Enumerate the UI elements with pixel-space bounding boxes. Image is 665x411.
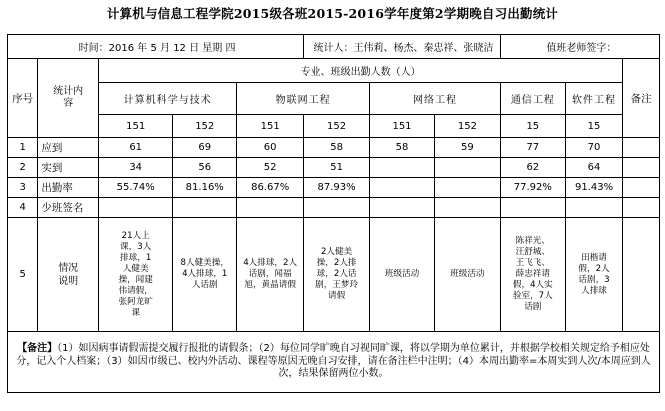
cell: 87.93% (304, 178, 370, 198)
stat-content-label: 统计内容 (53, 86, 84, 109)
cell: 77.92% (500, 178, 565, 198)
cell (304, 198, 370, 218)
row-expected (8, 138, 660, 158)
info-row (8, 35, 660, 59)
row-signature (8, 198, 660, 218)
major-network: 网络工程 (370, 83, 501, 115)
row-label (38, 218, 99, 332)
major-software: 软件工程 (565, 83, 623, 115)
situation-cell (99, 218, 173, 332)
cell: 70 (565, 138, 623, 158)
cell: 61 (99, 138, 173, 158)
major-comm: 通信工程 (500, 83, 565, 115)
cell (370, 178, 435, 198)
stat-person-cell: 统计人：王伟莉、杨杰、秦忠祥、张晓洁 (304, 35, 501, 59)
cell: 77 (500, 138, 565, 158)
notes-label: 【备注】 (17, 343, 58, 355)
row-label: 少班签名 (38, 198, 99, 218)
cell (565, 198, 623, 218)
cell (237, 198, 304, 218)
attendance-table (7, 34, 660, 393)
situation-cell (173, 218, 237, 332)
cell: 51 (304, 158, 370, 178)
situation-cell (237, 218, 304, 332)
situation-cell: 班级活动 (434, 218, 500, 332)
cell: 86.67% (237, 178, 304, 198)
note-cell (623, 138, 660, 158)
class-header: 152 (173, 115, 237, 138)
situation-text: 田楷请假，2人话剧，3人排球 (578, 252, 610, 296)
row-num: 3 (8, 178, 38, 198)
row-num: 5 (8, 218, 38, 332)
row-rate (8, 178, 660, 198)
cell: 62 (500, 158, 565, 178)
cell (434, 198, 500, 218)
row-label: 实到 (38, 158, 99, 178)
class-header: 151 (237, 115, 304, 138)
row-label: 应到 (38, 138, 99, 158)
cell (500, 198, 565, 218)
header-row-1 (8, 59, 660, 83)
page-title: 计算机与信息工程学院2015级各班2015-2016学年度第2学期晚自习出勤统计 (106, 6, 559, 21)
cell (370, 158, 435, 178)
cell (434, 158, 500, 178)
row-label: 出勤率 (38, 178, 99, 198)
situation-label: 情况说明 (58, 262, 79, 287)
notes-row (8, 332, 660, 393)
cell: 59 (434, 138, 500, 158)
cell: 91.43% (565, 178, 623, 198)
situation-text: 21人上课，3人排球，1人健美操，闻建伟请假，张阿龙旷课 (118, 230, 153, 318)
group-title: 专业、班级出勤人数（人） (99, 59, 623, 83)
cell (370, 198, 435, 218)
class-header: 152 (434, 115, 500, 138)
cell: 58 (304, 138, 370, 158)
situation-cell (500, 218, 565, 332)
situation-cell (304, 218, 370, 332)
cell: 52 (237, 158, 304, 178)
seq-header: 序号 (8, 59, 38, 138)
row-actual (8, 158, 660, 178)
situation-text: 4人排球，2人话剧，闻福旭，黄晶请假 (243, 258, 298, 290)
cell (434, 178, 500, 198)
cell: 60 (237, 138, 304, 158)
major-cs: 计算机科学与技术 (99, 83, 237, 115)
row-num: 4 (8, 198, 38, 218)
situation-text: 2人健美操，2人排球，2人话剧，王梦玲请假 (315, 247, 359, 301)
cell: 69 (173, 138, 237, 158)
cell: 64 (565, 158, 623, 178)
situation-cell: 班级活动 (370, 218, 435, 332)
cell: 81.16% (173, 178, 237, 198)
row-situation (8, 218, 660, 332)
class-header: 15 (565, 115, 623, 138)
note-cell (623, 178, 660, 198)
notes-text: （1）如因病事请假需提交履行报批的请假条；（2）每位同学旷晚自习视同旷课，将以学期为单位累计，并根据学校相关规定给予相应处分，记入个人档案；（3）如因市级已、校内外活动、课程等原因无晚自习安排，请在备注栏中注明；（4）本周出勤率=本周实到人次/本周应到人次，结果保留两位小数。 (16, 343, 651, 380)
header-row-classes (8, 115, 660, 138)
class-header: 152 (304, 115, 370, 138)
row-num: 2 (8, 158, 38, 178)
time-cell: 时间：2016 年 5 月 12 日 星期 四 (8, 35, 304, 59)
major-iot: 物联网工程 (237, 83, 370, 115)
teacher-sign-cell: 值班老师签字： (500, 35, 659, 59)
cell: 58 (370, 138, 435, 158)
situation-text: 陈祥光、汪舒城、王飞飞、薛忠祥请假，4人实验室，7人话剧 (512, 236, 553, 312)
class-header: 15 (500, 115, 565, 138)
stat-content-header (38, 59, 99, 138)
situation-text: 8人健美操，4人排球，1人话剧 (180, 258, 229, 290)
note-cell (623, 218, 660, 332)
cell: 56 (173, 158, 237, 178)
cell: 34 (99, 158, 173, 178)
row-num: 1 (8, 138, 38, 158)
note-cell (623, 158, 660, 178)
class-header: 151 (99, 115, 173, 138)
header-row-majors (8, 83, 660, 115)
cell: 55.74% (99, 178, 173, 198)
note-header: 备注 (623, 59, 660, 138)
note-cell (623, 198, 660, 218)
class-header: 151 (370, 115, 435, 138)
cell (173, 198, 237, 218)
cell (99, 198, 173, 218)
situation-cell (565, 218, 623, 332)
notes-cell (8, 332, 660, 393)
